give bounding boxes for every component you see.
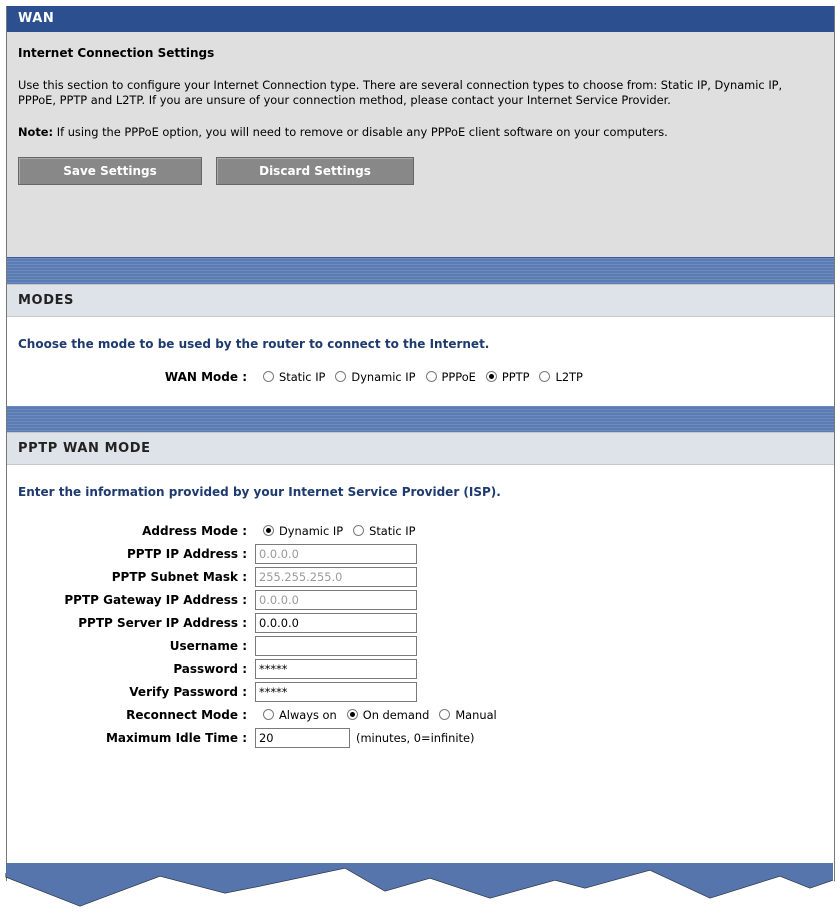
pptp-server-row (7, 611, 834, 634)
pptp-ip-address-row (7, 542, 834, 565)
pptp-instruction: Enter the information provided by your Internet Service Provider (ISP). (18, 485, 501, 499)
reconnect-mode-radio-group (255, 708, 499, 722)
address-mode-option-label: Dynamic IP (279, 523, 344, 538)
wan-mode-l2tp-radio[interactable] (539, 371, 550, 382)
verify-password-row (7, 680, 834, 703)
password-input[interactable]: ***** (255, 659, 417, 679)
wan-mode-static-ip-radio[interactable] (263, 371, 274, 382)
wan-mode-label: WAN Mode : (164, 369, 247, 384)
address-mode-dynamic-ip-radio[interactable] (263, 525, 274, 536)
address-mode-radio-group (255, 524, 418, 538)
wan-mode-pppoe-radio[interactable] (426, 371, 437, 382)
reconnect-mode-row (7, 703, 834, 726)
reconnect-option-label: On demand (362, 707, 430, 722)
wan-mode-option-label: PPPoE (441, 369, 476, 384)
username-label: Username : (169, 638, 247, 653)
wan-mode-row (7, 365, 834, 388)
max-idle-time-label: Maximum Idle Time : (105, 730, 247, 745)
reconnect-on-demand-radio[interactable] (347, 709, 358, 720)
username-input[interactable] (255, 636, 417, 656)
torn-edge-decoration (0, 858, 840, 918)
address-mode-static-ip-radio[interactable] (353, 525, 364, 536)
wan-mode-dynamic-ip-radio[interactable] (335, 371, 346, 382)
internet-connection-heading: Internet Connection Settings (18, 46, 215, 60)
modes-instruction: Choose the mode to be used by the router to connect to the Internet. (18, 337, 490, 351)
pptp-gateway-label: PPTP Gateway IP Address : (64, 592, 247, 607)
pptp-gateway-input[interactable]: 0.0.0.0 (255, 590, 417, 610)
pptp-server-label: PPTP Server IP Address : (78, 615, 247, 630)
intro-note (18, 125, 823, 140)
intro-description: Use this section to configure your Internet Connection type. There are several connection types to choose from: Static IP, Dynamic IP, PPPoE, PPTP and L2TP. If you are unsure of your connection method, please contact your Internet Service Provider. (18, 78, 783, 107)
password-row (7, 657, 834, 680)
wan-title: WAN (7, 6, 834, 32)
pptp-subnet-mask-input[interactable]: 255.255.255.0 (255, 567, 417, 587)
pptp-ip-address-label: PPTP IP Address : (127, 546, 247, 561)
pptp-section-title: PPTP WAN MODE (7, 432, 834, 465)
wan-mode-pptp-radio[interactable] (486, 371, 497, 382)
wan-mode-radio-group (255, 370, 585, 384)
pptp-gateway-row (7, 588, 834, 611)
pptp-server-input[interactable]: 0.0.0.0 (255, 613, 417, 633)
address-mode-row (7, 519, 834, 542)
address-mode-label: Address Mode : (142, 523, 247, 538)
wan-mode-option-label: Static IP (279, 369, 326, 384)
wan-mode-option-label: L2TP (555, 369, 583, 384)
username-row (7, 634, 834, 657)
reconnect-option-label: Always on (279, 707, 337, 722)
max-idle-time-suffix: (minutes, 0=infinite) (356, 730, 475, 745)
internet-connection-intro (7, 32, 834, 257)
password-label: Password : (173, 661, 247, 676)
note-text: If using the PPPoE option, you will need to remove or disable any PPPoE client software on your computers. (53, 125, 668, 139)
modes-section-title: MODES (7, 284, 834, 317)
reconnect-option-label: Manual (455, 707, 497, 722)
wan-mode-option-label: PPTP (501, 369, 530, 384)
wan-mode-option-label: Dynamic IP (351, 369, 416, 384)
wan-settings-panel (6, 6, 835, 914)
action-buttons (18, 157, 823, 185)
verify-password-input[interactable]: ***** (255, 682, 417, 702)
pptp-subnet-mask-row (7, 565, 834, 588)
verify-password-label: Verify Password : (129, 684, 247, 699)
note-label: Note: (18, 125, 54, 139)
save-settings-button[interactable]: Save Settings (18, 157, 202, 185)
address-mode-option-label: Static IP (369, 523, 416, 538)
pptp-ip-address-input[interactable]: 0.0.0.0 (255, 544, 417, 564)
section-separator (7, 258, 834, 284)
section-separator (7, 406, 834, 432)
reconnect-mode-label: Reconnect Mode : (126, 707, 247, 722)
discard-settings-button[interactable]: Discard Settings (216, 157, 414, 185)
reconnect-manual-radio[interactable] (439, 709, 450, 720)
pptp-subnet-mask-label: PPTP Subnet Mask : (111, 569, 247, 584)
reconnect-always-on-radio[interactable] (263, 709, 274, 720)
max-idle-time-row (7, 726, 834, 749)
max-idle-time-input[interactable]: 20 (255, 728, 350, 748)
